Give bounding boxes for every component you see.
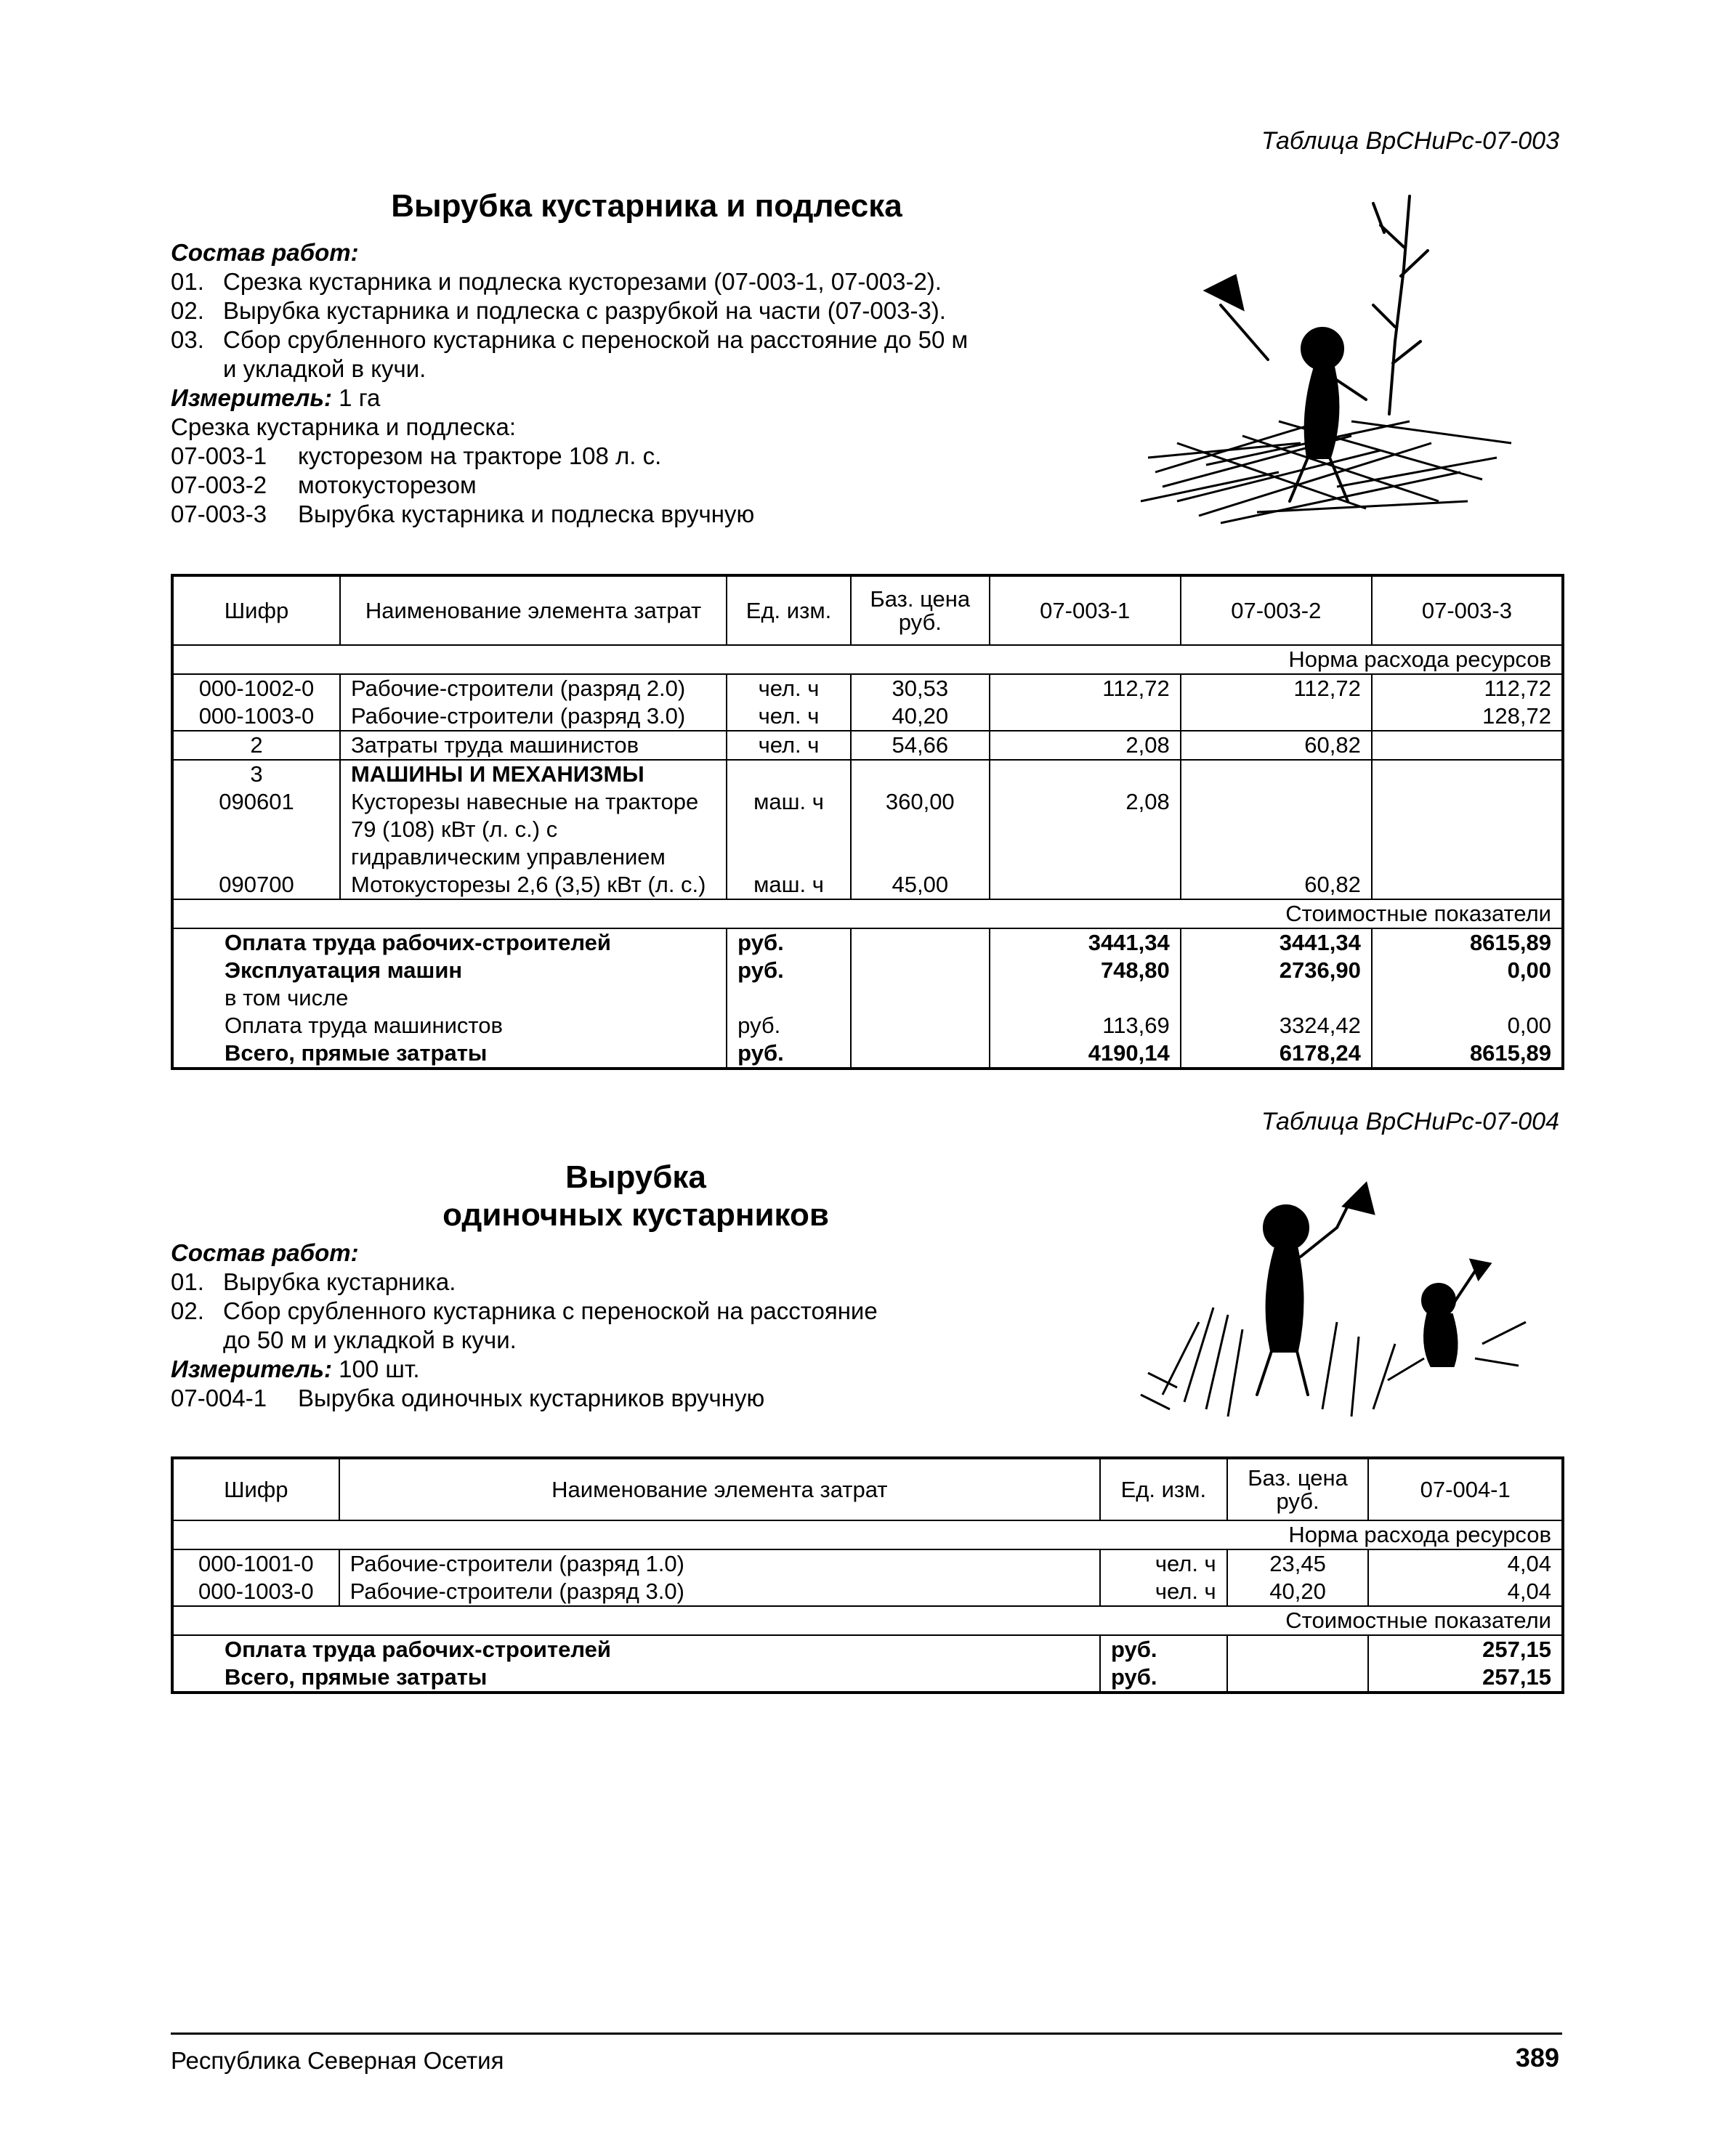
norm-banner: Норма расхода ресурсов	[172, 1520, 1563, 1549]
header-base-price: Баз. цена руб.	[851, 575, 990, 645]
header-unit: Ед. изм.	[727, 575, 851, 645]
section-title-line: Вырубка	[565, 1159, 706, 1195]
cost-row: в том числе	[172, 984, 1563, 1012]
work-item: 02. Вырубка кустарника и подлеска с разрубкой на части (07-003-3).	[171, 297, 946, 324]
table-row: 090700 Мотокусторезы 2,6 (3,5) кВт (л. с.) маш. ч 45,00 60,82	[172, 871, 1563, 899]
header-base-price: Баз. цена руб.	[1227, 1458, 1369, 1520]
work-item: 01. Срезка кустарника и подлеска кусторезами (07-003-1, 07-003-2).	[171, 268, 942, 295]
table-row: 2 Затраты труда машинистов чел. ч 54,66 2,08 60,82	[172, 731, 1563, 760]
header-07-003-2: 07-003-2	[1181, 575, 1372, 645]
cost-row: Оплата труда рабочих-строителей руб. 257,15	[172, 1635, 1563, 1663]
work-item-continued: до 50 м и укладкой в кучи.	[223, 1326, 517, 1353]
section-title-07-003: Вырубка кустарника и подлеска	[391, 188, 902, 224]
header-code: Шифр	[172, 1458, 339, 1520]
cost-banner: Стоимостные показатели	[172, 1606, 1563, 1635]
header-07-004-1: 07-004-1	[1368, 1458, 1563, 1520]
worker-cutting-brush-illustration	[1133, 182, 1540, 530]
cost-banner: Стоимостные показатели	[172, 899, 1563, 928]
cost-row: Оплата труда рабочих-строителей руб. 3441,34 3441,34 8615,89	[172, 928, 1563, 957]
header-code: Шифр	[172, 575, 340, 645]
cost-row-total: Всего, прямые затраты руб. 257,15	[172, 1663, 1563, 1693]
workers-with-axes-illustration	[1133, 1177, 1540, 1431]
table-row: 000-1003-0 Рабочие-строители (разряд 3.0) чел. ч 40,20 4,04	[172, 1578, 1563, 1606]
norm-banner: Норма расхода ресурсов	[172, 645, 1563, 674]
table-row: 000-1001-0 Рабочие-строители (разряд 1.0) чел. ч 23,45 4,04	[172, 1549, 1563, 1578]
variant-item: 07-003-3 Вырубка кустарника и подлеска вручную	[171, 500, 755, 527]
footer-divider	[171, 2033, 1562, 2035]
variant-item: 07-003-2 мотокусторезом	[171, 471, 477, 498]
table-label-07-003: Таблица ВрСНиРс-07-003	[1261, 127, 1559, 155]
page-number: 389	[1515, 2043, 1559, 2072]
meter: Измеритель: 100 шт.	[171, 1355, 420, 1382]
cost-row-total: Всего, прямые затраты руб. 4190,14 6178,24 8615,89	[172, 1040, 1563, 1069]
work-item-continued: и укладкой в кучи.	[223, 355, 427, 382]
table-row: 090601 Кусторезы навесные на тракторе 79 (108) кВт (л. с.) с гидравлическим управлением маш. ч 360,00 2,08	[172, 788, 1563, 871]
work-composition-07-003	[171, 238, 1173, 529]
section-title-line: одиночных кустарников	[442, 1197, 829, 1233]
composition-label: Состав работ:	[171, 239, 359, 266]
table-row: 3 МАШИНЫ И МЕХАНИЗМЫ	[172, 760, 1563, 788]
composition-label: Состав работ:	[171, 1239, 359, 1266]
resource-table-07-004	[171, 1456, 1564, 1694]
header-name: Наименование элемента затрат	[340, 575, 727, 645]
variant-item: 07-003-1 кусторезом на тракторе 108 л. с.	[171, 442, 662, 469]
header-unit: Ед. изм.	[1100, 1458, 1227, 1520]
table-row: 000-1002-0 Рабочие-строители (разряд 2.0) чел. ч 30,53 112,72 112,72 112,72	[172, 674, 1563, 702]
cost-row: Эксплуатация машин руб. 748,80 2736,90 0,00	[172, 957, 1563, 984]
work-composition-07-004	[171, 1239, 1115, 1413]
section-title-07-004	[363, 1159, 908, 1234]
table-row: 000-1003-0 Рабочие-строители (разряд 3.0) чел. ч 40,20 128,72	[172, 702, 1563, 731]
header-name: Наименование элемента затрат	[339, 1458, 1100, 1520]
variant-item: 07-004-1 Вырубка одиночных кустарников вручную	[171, 1385, 765, 1411]
header-07-003-1: 07-003-1	[990, 575, 1181, 645]
subhead: Срезка кустарника и подлеска:	[171, 413, 517, 440]
work-item: 01. Вырубка кустарника.	[171, 1268, 456, 1295]
cost-row: Оплата труда машинистов руб. 113,69 3324,42 0,00	[172, 1012, 1563, 1040]
meter: Измеритель: 1 га	[171, 384, 381, 411]
header-07-003-3: 07-003-3	[1372, 575, 1563, 645]
resource-table-07-003	[171, 574, 1564, 1070]
work-item: 03. Сбор срубленного кустарника с переноской на расстояние до 50 м	[171, 326, 969, 353]
footer-region: Республика Северная Осетия	[171, 2047, 504, 2074]
work-item: 02. Сбор срубленного кустарника с переноской на расстояние	[171, 1297, 878, 1324]
table-label-07-004: Таблица ВрСНиРс-07-004	[1261, 1108, 1559, 1135]
